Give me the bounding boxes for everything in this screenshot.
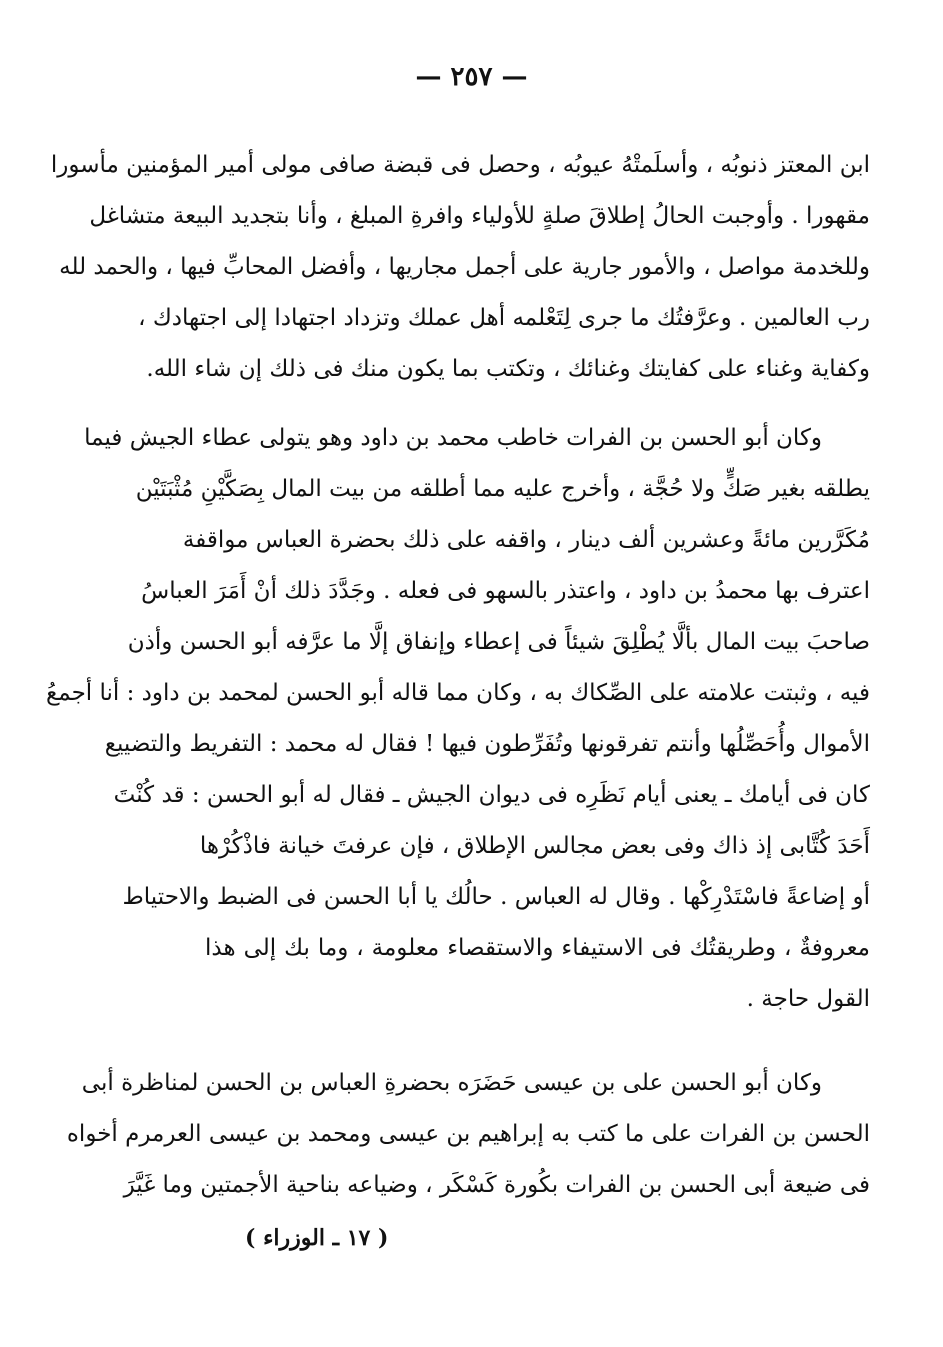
- page-number: — ٢٥٧ —: [415, 62, 528, 92]
- footer-signature: ( ١٧ ـ الوزراء ): [245, 1225, 389, 1251]
- paragraph-3: [66, 1058, 870, 1211]
- text-line: صاحبَ بيت المال بألَّا يُطْلِقَ شيئاً فى إعطاء وإنفاق إلَّا ما عرَّفه أبو الحسن وأذن: [127, 629, 870, 655]
- text-line: فيه ، وثبتت علامته على الصِّكاك به ، وكان مما قاله أبو الحسن لمحمد بن داود : أنا أجمعُ: [46, 680, 870, 706]
- text-line: القول حاجة .: [746, 986, 870, 1012]
- text-line: أَحَدَ كُتَّابى إذ ذاك وفى بعض مجالس الإطلاق ، فإن عرفتَ خيانة فاذْكُرْها: [199, 833, 870, 859]
- text-line: يطلقه بغير صَكٍّ ولا حُجَّة ، وأخرج عليه مما أطلقه من بيت المال بِصَكَّيْنِ مُثْبَتَيْن: [135, 476, 870, 502]
- paragraph-1: [50, 140, 870, 395]
- paragraph-2: [46, 413, 870, 1025]
- text-line: مُكَرَّرين مائةً وعشرين ألف دينار ، واقفه على ذلك بحضرة العباس مواقفة: [182, 527, 870, 553]
- text-line: كان فى أيامك ـ يعنى أيام نَظَرِه فى ديوان الجيش ـ فقال له أبو الحسن : قد كُنْتَ: [113, 782, 870, 808]
- text-line: مقهورا . وأوجبت الحالُ إطلاقَ صلةٍ للأولياء وافرةِ المبلغ ، وأنا بتجديد البيعة متشاغل: [89, 203, 870, 229]
- text-line: رب العالمين . وعرَّفتُك ما جرى لِتَعْلمه أهل عملك وتزداد اجتهادا إلى اجتهادك ،: [138, 305, 870, 331]
- text-line: الأموال وأُحَصِّلُها وأنتم تفرقونها وتُفَرِّطون فيها ! فقال له محمد : التفريط والتضييع: [104, 731, 870, 757]
- text-line: فى ضيعة أبى الحسن بن الفرات بكُورة كَسْكَر ، وضياعه بناحية الأجمتين وما غَيَّرَ: [123, 1172, 870, 1198]
- text-line: ابن المعتز ذنوبُه ، وأسلَمتْهُ عيوبُه ، وحصل فى قبضة صافى مولى أمير المؤمنين مأسورا: [50, 152, 870, 178]
- text-line: أو إضاعةً فاسْتَدْرِكْها . وقال له العباس . حالُك يا أبا الحسن فى الضبط والاحتياط: [122, 884, 870, 910]
- text-line: معروفةٌ ، وطريقتُك فى الاستيفاء والاستقصاء معلومة ، وما بك إلى هذا: [205, 935, 870, 961]
- text-line: وكفاية وغناء على كفايتك وغنائك ، وتكتب بما يكون منك فى ذلك إن شاء الله.: [146, 356, 870, 382]
- text-line: الحسن بن الفرات على ما كتب به إبراهيم بن عيسى ومحمد بن عيسى العرمرم أخواه: [66, 1121, 870, 1147]
- text-line: اعترف بها محمدُ بن داود ، واعتذر بالسهو فى فعله . وجَدَّدَ ذلك أنْ أَمَرَ العباسُ: [141, 578, 870, 604]
- text-line: وكان أبو الحسن على بن عيسى حَضَرَه بحضرةِ العباس بن الحسن لمناظرة أبى: [81, 1070, 822, 1096]
- text-line: وللخدمة مواصل ، والأمور جارية على أجمل مجاريها ، وأفضل المحابِّ فيها ، والحمد لله: [59, 254, 870, 280]
- text-line: وكان أبو الحسن بن الفرات خاطب محمد بن داود وهو يتولى عطاء الجيش فيما: [84, 425, 822, 451]
